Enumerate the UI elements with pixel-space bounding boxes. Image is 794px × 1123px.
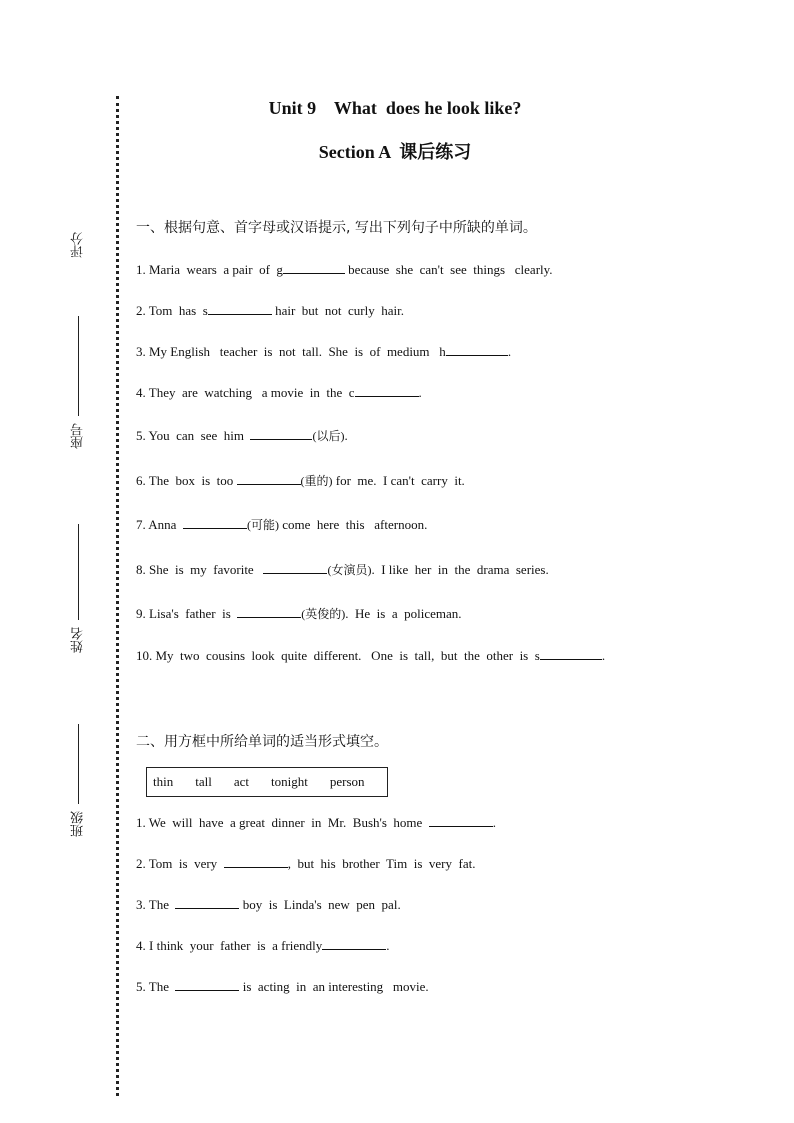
word-box-word: act <box>233 774 249 789</box>
seat-number-field <box>64 316 94 456</box>
part2-item-1: 1. We will have a great dinner in Mr. Bush's home . <box>136 815 497 830</box>
part1-item-10: 10. My two cousins look quite different. One is tall, but the other is s . <box>136 648 606 663</box>
name-underline <box>78 524 79 620</box>
answer-blank[interactable] <box>237 473 301 485</box>
word-box-word: tall <box>195 774 212 789</box>
part2-item-2: 2. Tom is very , but his brother Tim is very fat. <box>136 856 476 871</box>
answer-blank[interactable] <box>250 428 312 440</box>
answer-blank[interactable] <box>322 938 386 950</box>
answer-blank[interactable] <box>446 344 508 356</box>
part1-item-1: 1. Maria wears a pair of g because she can't see things clearly. <box>136 262 553 277</box>
score-field <box>64 220 94 280</box>
score-label: 评分 <box>71 232 86 258</box>
part1-item-6: 6. The box is too (重的) for me. I can't carry it. <box>136 473 465 488</box>
name-field <box>64 524 94 664</box>
part2-item-3: 3. The boy is Linda's new pen pal. <box>136 897 401 912</box>
part2-item-4: 4. I think your father is a friendly . <box>136 938 390 953</box>
part2-item-5: 5. The is acting in an interesting movie. <box>136 979 429 994</box>
answer-blank[interactable] <box>540 648 602 660</box>
part1-item-9: 9. Lisa's father is (英俊的). He is a policeman. <box>136 606 462 621</box>
answer-blank[interactable] <box>355 385 419 397</box>
answer-blank[interactable] <box>237 606 301 618</box>
answer-blank[interactable] <box>175 979 239 991</box>
class-field <box>64 724 94 844</box>
part1-item-4: 4. They are watching a movie in the c . <box>136 385 422 400</box>
word-box-word: thin <box>153 774 174 789</box>
seat-number-label: 座号 <box>71 423 86 449</box>
answer-blank[interactable] <box>283 262 345 274</box>
answer-blank[interactable] <box>224 856 288 868</box>
part1-item-8: 8. She is my favorite (女演员). I like her in the drama series. <box>136 562 549 577</box>
seat-number-underline <box>78 316 79 416</box>
word-box-word: person <box>329 774 365 789</box>
part1-item-3: 3. My English teacher is not tall. She is of medium h . <box>136 344 512 359</box>
word-box <box>146 767 388 797</box>
answer-blank[interactable] <box>429 815 493 827</box>
answer-blank[interactable] <box>208 303 272 315</box>
part1-item-7: 7. Anna (可能) come here this afternoon. <box>136 517 428 532</box>
word-box-word: tonight <box>271 774 308 789</box>
class-label: 班级 <box>71 811 86 837</box>
answer-blank[interactable] <box>263 562 327 574</box>
part1-item-5: 5. You can see him (以后). <box>136 428 348 443</box>
part2-heading: 二、用方框中所给单词的适当形式填空。 <box>136 734 388 750</box>
class-underline <box>78 724 79 804</box>
part1-heading: 一、根据句意、首字母或汉语提示, 写出下列句子中所缺的单词。 <box>136 220 537 236</box>
answer-blank[interactable] <box>175 897 239 909</box>
page-title: Unit 9 What does he look like? <box>268 98 522 118</box>
binding-dotted-line <box>116 96 119 1096</box>
page-subtitle: Section A 课后练习 <box>318 142 472 162</box>
part1-item-2: 2. Tom has s hair but not curly hair. <box>136 303 404 318</box>
name-label: 姓名 <box>71 627 86 653</box>
answer-blank[interactable] <box>183 517 247 529</box>
